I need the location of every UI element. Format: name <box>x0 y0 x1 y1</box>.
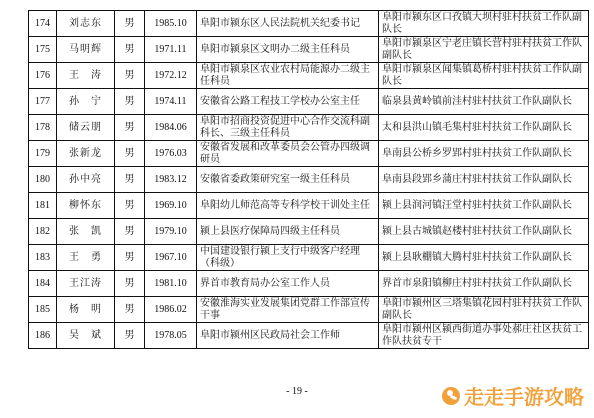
person-name: 马明辉 <box>57 37 115 63</box>
gender-cell: 男 <box>115 37 145 63</box>
birth-date: 1969.10 <box>145 193 197 219</box>
birth-date: 1976.03 <box>145 141 197 167</box>
assigned-post: 阜阳市颍东区口孜镇大坝村驻村扶贫工作队副队长 <box>379 11 589 37</box>
row-number: 175 <box>29 37 57 63</box>
row-number: 183 <box>29 245 57 271</box>
birth-date: 1974.11 <box>145 89 197 115</box>
birth-date: 1967.10 <box>145 245 197 271</box>
row-number: 176 <box>29 63 57 89</box>
person-name: 吴 斌 <box>57 323 115 349</box>
work-unit-position: 阜阳市颍泉区文明办二级主任科员 <box>197 37 379 63</box>
gender-cell: 男 <box>115 141 145 167</box>
birth-date: 1985.10 <box>145 11 197 37</box>
assigned-post: 阜南县公桥乡罗郢村驻村扶贫工作队副队长 <box>379 141 589 167</box>
assigned-post: 界首市泉阳镇柳庄村驻村扶贫工作队副队长 <box>379 271 589 297</box>
work-unit-position: 安徽淮海实业发展集团党群工作部宣传干事 <box>197 297 379 323</box>
work-unit-position: 阜阳幼儿师范高等专科学校干训处主任 <box>197 193 379 219</box>
row-number: 184 <box>29 271 57 297</box>
birth-date: 1984.06 <box>145 115 197 141</box>
work-unit-position: 阜阳市颍泉区农业农村局能源办二级主任科员 <box>197 63 379 89</box>
personnel-table-container <box>28 10 588 349</box>
assigned-post: 阜阳市颍州区三塔集镇花园村驻村扶贫工作队副队长 <box>379 297 589 323</box>
table-row <box>29 297 589 323</box>
person-name: 王 勇 <box>57 245 115 271</box>
work-unit-position: 阜阳市招商投资促进中心合作交流科副科长、三级主任科员 <box>197 115 379 141</box>
gender-cell: 男 <box>115 219 145 245</box>
table-row <box>29 89 589 115</box>
gender-cell: 男 <box>115 245 145 271</box>
gender-cell: 男 <box>115 193 145 219</box>
table-row <box>29 167 589 193</box>
row-number: 181 <box>29 193 57 219</box>
birth-date: 1981.10 <box>145 271 197 297</box>
birth-date: 1983.12 <box>145 167 197 193</box>
person-name: 柳怀东 <box>57 193 115 219</box>
table-row <box>29 63 589 89</box>
work-unit-position: 安徽省发展和改革委员会公管办四级调研员 <box>197 141 379 167</box>
work-unit-position: 安徽省委政策研究室一级主任科员 <box>197 167 379 193</box>
person-name: 储云朋 <box>57 115 115 141</box>
person-name: 杨 明 <box>57 297 115 323</box>
work-unit-position: 阜阳市颍东区人民法院机关纪委书记 <box>197 11 379 37</box>
assigned-post: 太和县洪山镇毛集村驻村扶贫工作队副队长 <box>379 115 589 141</box>
assigned-post: 阜阳市颍泉区闻集镇葛桥村驻村扶贫工作队副队长 <box>379 63 589 89</box>
birth-date: 1978.05 <box>145 323 197 349</box>
person-name: 孙 宁 <box>57 89 115 115</box>
assigned-post: 颍上县润河镇汪堂村驻村扶贫工作队副队长 <box>379 193 589 219</box>
row-number: 174 <box>29 11 57 37</box>
birth-date: 1971.11 <box>145 37 197 63</box>
assigned-post: 颍上县耿棚镇大腾村驻村扶贫工作队副队长 <box>379 245 589 271</box>
birth-date: 1979.10 <box>145 219 197 245</box>
table-row <box>29 115 589 141</box>
work-unit-position: 界首市教育局办公室工作人员 <box>197 271 379 297</box>
gender-cell: 男 <box>115 323 145 349</box>
row-number: 185 <box>29 297 57 323</box>
gender-cell: 男 <box>115 271 145 297</box>
table-row <box>29 219 589 245</box>
person-name: 刘志东 <box>57 11 115 37</box>
person-name: 王江涛 <box>57 271 115 297</box>
assigned-post: 阜南县段郢乡蒲庄村驻村扶贫工作队副队长 <box>379 167 589 193</box>
gender-cell: 男 <box>115 89 145 115</box>
row-number: 178 <box>29 115 57 141</box>
assigned-post: 阜阳市颍泉区宁老庄镇长营村驻村扶贫工作队副队长 <box>379 37 589 63</box>
person-name: 孙中亮 <box>57 167 115 193</box>
assigned-post: 临泉县黄岭镇前洼村驻村扶贫工作队副队长 <box>379 89 589 115</box>
watermark-logo <box>442 381 584 410</box>
gender-cell: 男 <box>115 11 145 37</box>
table-row <box>29 37 589 63</box>
birth-date: 1986.02 <box>145 297 197 323</box>
gender-cell: 男 <box>115 63 145 89</box>
work-unit-position: 颍上县医疗保障局四级主任科员 <box>197 219 379 245</box>
table-row <box>29 11 589 37</box>
table-row <box>29 245 589 271</box>
table-row <box>29 193 589 219</box>
assigned-post: 阜阳市颍州区颍西街道办事处郝庄社区扶贫工作队扶贫专干 <box>379 323 589 349</box>
work-unit-position: 阜阳市颍州区民政局社会工作师 <box>197 323 379 349</box>
row-number: 182 <box>29 219 57 245</box>
row-number: 186 <box>29 323 57 349</box>
page-number: - 19 - <box>286 386 308 397</box>
person-name: 张 凯 <box>57 219 115 245</box>
watermark-logo-icon <box>442 387 460 405</box>
assigned-post: 颍上县古城镇赵楼村驻村扶贫工作队副队长 <box>379 219 589 245</box>
table-row <box>29 141 589 167</box>
gender-cell: 男 <box>115 115 145 141</box>
gender-cell: 男 <box>115 297 145 323</box>
row-number: 179 <box>29 141 57 167</box>
personnel-table <box>28 10 589 349</box>
table-row <box>29 271 589 297</box>
work-unit-position: 中国建设银行颍上支行中级客户经理（科级） <box>197 245 379 271</box>
watermark-text: 走走手游攻略 <box>464 385 584 409</box>
person-name: 王 涛 <box>57 63 115 89</box>
gender-cell: 男 <box>115 167 145 193</box>
person-name: 张新龙 <box>57 141 115 167</box>
table-row <box>29 323 589 349</box>
row-number: 180 <box>29 167 57 193</box>
birth-date: 1972.12 <box>145 63 197 89</box>
work-unit-position: 安徽省公路工程技工学校办公室主任 <box>197 89 379 115</box>
row-number: 177 <box>29 89 57 115</box>
